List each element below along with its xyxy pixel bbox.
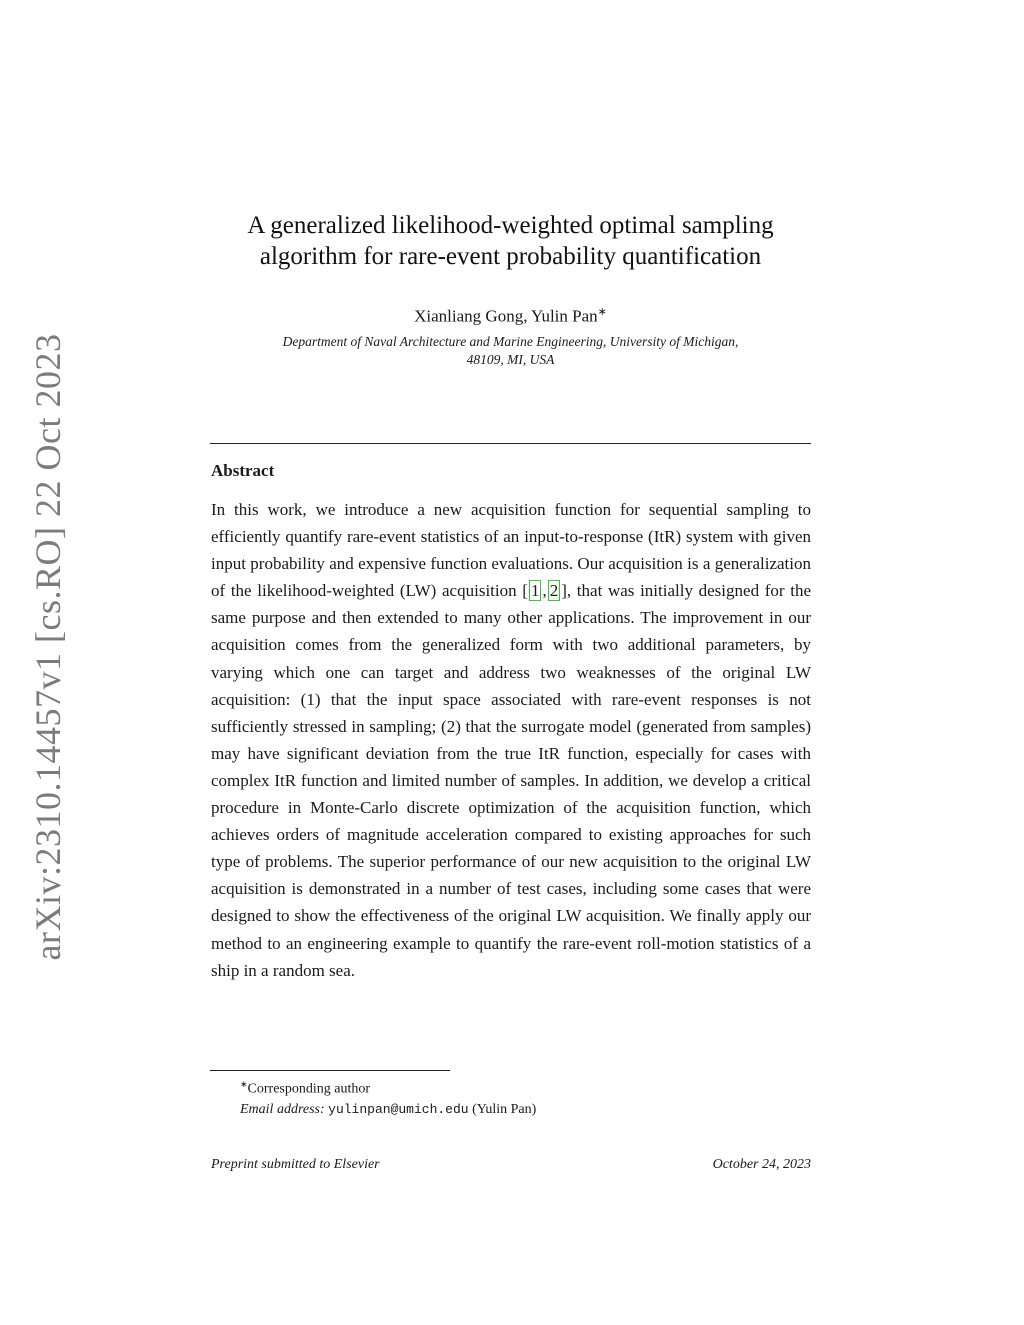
footnote-rule (210, 1070, 450, 1071)
corresponding-label: Corresponding author (247, 1081, 371, 1097)
affiliation (210, 333, 811, 369)
footnote-mark: ∗ (240, 1079, 248, 1089)
arxiv-identifier: arXiv:2310.14457v1 [cs.RO] 22 Oct 2023 (28, 333, 68, 961)
corresponding-mark[interactable]: ∗ (597, 306, 607, 318)
authors (210, 301, 811, 328)
footnote-corresponding (240, 1074, 800, 1100)
citation-link-1[interactable]: 1 (530, 581, 540, 601)
affiliation-line-1: Department of Naval Architecture and Marine Engineering, University of Michigan, (282, 334, 739, 349)
title-line-2: algorithm for rare-event probability quantification (259, 243, 762, 270)
email-address[interactable]: yulinpan@umich.edu (328, 1101, 469, 1117)
abstract-top-rule (210, 443, 811, 444)
citation-link-2[interactable]: 2 (549, 581, 559, 601)
paper-title (210, 210, 811, 272)
footnote (240, 1074, 800, 1120)
footnote-email-line (240, 1100, 800, 1120)
affiliation-line-2: 48109, MI, USA (466, 352, 555, 367)
abstract-text-part-1: In this work, we introduce a new acquisition function for sequential sampling to efficiently quantify rare-event statistics of an input-to-response (ItR) system with given input probability and expensive function evaluations. Our acquisition is a generalization of the likelihood-weighted (LW) acquisition (211, 500, 811, 601)
email-owner: (Yulin Pan) (472, 1101, 537, 1117)
author-names: Xianliang Gong, Yulin Pan (414, 306, 598, 326)
citation-bracket: [ (522, 581, 528, 601)
preprint-date: October 24, 2023 (712, 1157, 811, 1172)
email-label: Email address: (240, 1101, 325, 1117)
preprint-note: Preprint submitted to Elsevier (211, 1157, 380, 1172)
title-line-1: A generalized likelihood-weighted optimal sampling (247, 212, 774, 239)
abstract-text-part-2: , that was initially designed for the same purpose and then extended to many other applications. The improvement in our acquisition comes from the generalized form with two additional parameters, by varying which one can target and address two weaknesses of the original LW acquisition: (1) that the input space associated with rare-event responses is not sufficiently stressed in sampling; (2) that the surrogate model (generated from samples) may have significant deviation from the true ItR function, especially for cases with complex ItR function and limited number of samples. In addition, we develop a critical procedure in Monte-Carlo discrete optimization of the acquisition function, which achieves orders of magnitude acceleration compared to existing approaches for such type of problems. The superior performance of our new acquisition to the original LW acquisition is demonstrated in a number of test cases, including some cases that were designed to show the effectiveness of the original LW acquisition. We finally apply our method to an engineering example to quantify the rare-event roll-motion statistics of a ship in a random sea. (211, 581, 811, 980)
abstract-body: In this work, we introduce a new acquisition function for sequential sampling to efficiently quantify rare-event statistics of an input-to-response (ItR) system with given input probability and expensive function evaluations. Our acquisition is a generalization of the likelihood-weighted (LW) acquisition [ 1 , 2 ], that was initially designed for the same purpose and then extended to many other applications. The improvement in our acquisition comes from the generalized form with two additional parameters, by varying which one can target and address two weaknesses of the original LW acquisition: (1) that the input space associated with rare-event responses is not sufficiently stressed in sampling; (2) that the surrogate model (generated from samples) may have significant deviation from the true ItR function, especially for cases with complex ItR function and limited number of samples. In addition, we develop a critical procedure in Monte-Carlo discrete optimization of the acquisition function, which achieves orders of magnitude acceleration compared to existing approaches for such type of problems. The superior performance of our new acquisition to the original LW acquisition is demonstrated in a number of test cases, including some cases that were designed to show the effectiveness of the original LW acquisition. We finally apply our method to an engineering example to quantify the rare-event roll-motion statistics of a ship in a random sea. (211, 500, 811, 980)
abstract-heading: Abstract (211, 461, 275, 480)
citation-bracket: ] (561, 581, 567, 601)
